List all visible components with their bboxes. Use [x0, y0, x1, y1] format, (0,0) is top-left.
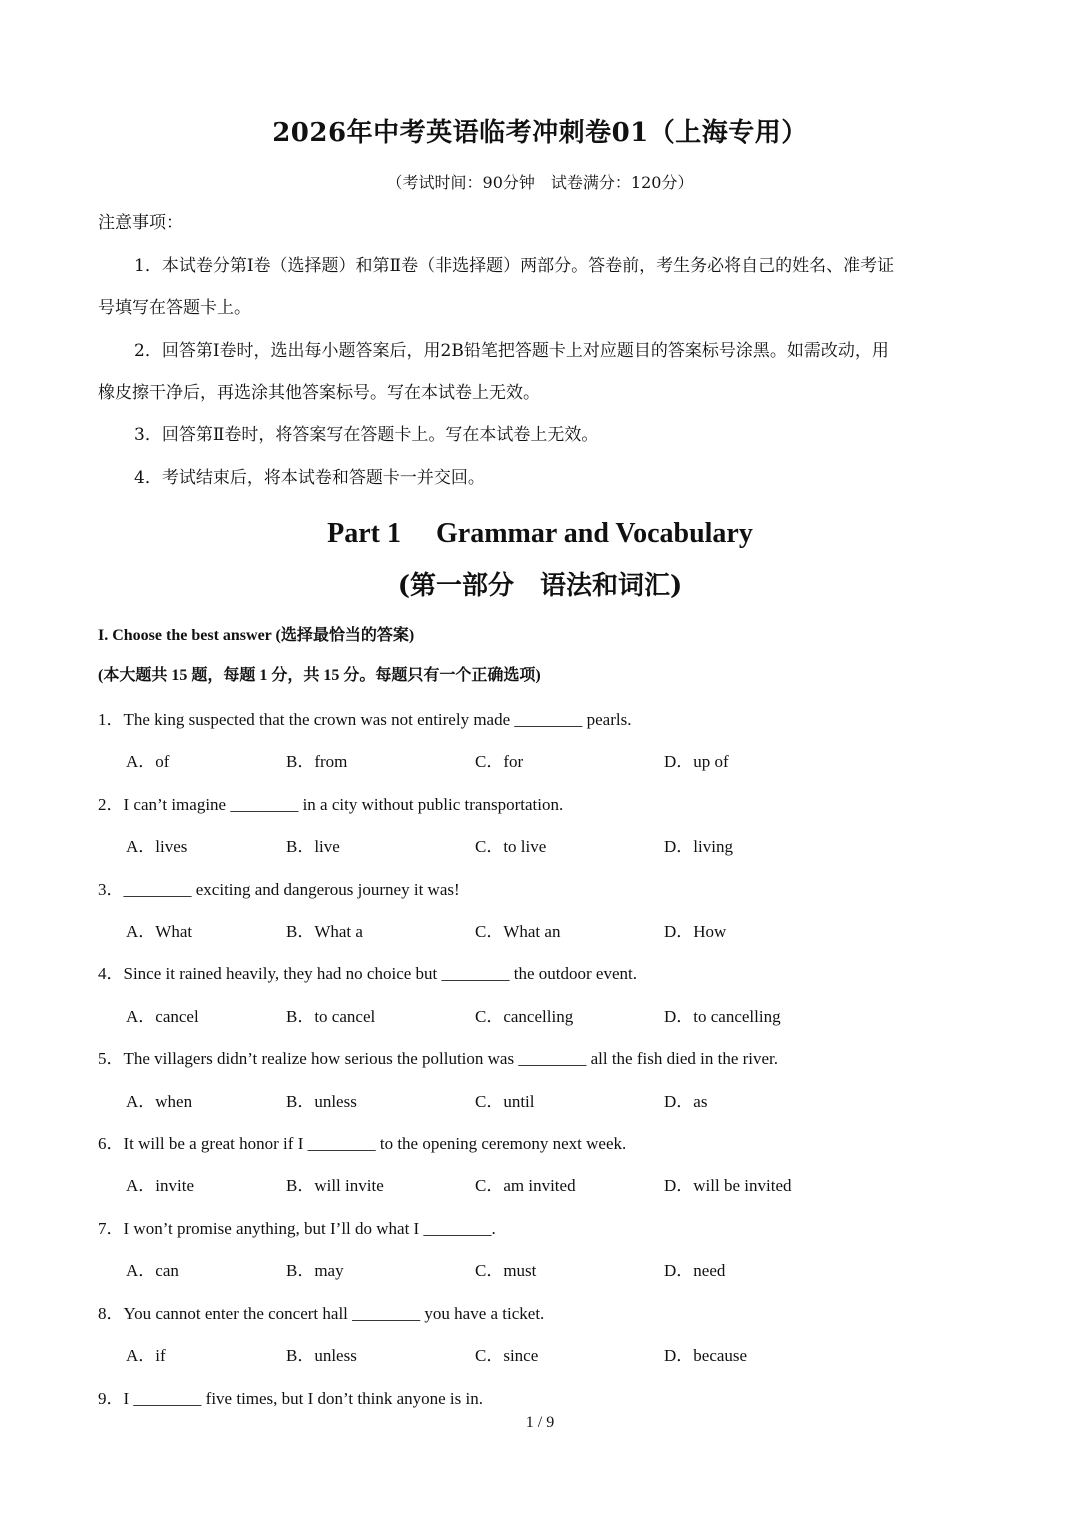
option-d: D．to cancelling [664, 1007, 781, 1026]
option-d: D．How [664, 922, 727, 941]
notice-line-1a: 1．本试卷分第Ⅰ卷（选择题）和第Ⅱ卷（非选择题）两部分。答卷前，考生务必将自己的姓名、准考证 [134, 256, 895, 276]
question-stem: 8．You cannot enter the concert hall ________ you have a ticket. [98, 1304, 545, 1323]
option-a: A．invite [126, 1176, 194, 1195]
notice-heading: 注意事项： [98, 213, 183, 233]
notice-line-2b: 橡皮擦干净后，再选涂其他答案标号。写在本试卷上无效。 [98, 383, 540, 403]
option-c: C．am invited [475, 1176, 576, 1195]
option-c: C．cancelling [475, 1007, 574, 1026]
notice-line-4: 4．考试结束后，将本试卷和答题卡一并交回。 [134, 468, 485, 488]
option-a: A．lives [126, 837, 188, 856]
option-b: B．unless [286, 1092, 357, 1111]
part-subtitle: (第一部分 语法和词汇) [397, 571, 683, 601]
option-d: D．need [664, 1261, 726, 1280]
option-b: B．will invite [286, 1176, 384, 1195]
section-instruction: (本大题共 15 题，每题 1 分，共 15 分。每题只有一个正确选项) [98, 667, 541, 684]
question-stem: 1．The king suspected that the crown was not entirely made ________ pearls. [98, 710, 632, 729]
option-a: A．of [126, 752, 170, 771]
option-d: D．as [664, 1092, 708, 1111]
part-title: Part 1 Grammar and Vocabulary [327, 518, 753, 549]
question-stem: 4．Since it rained heavily, they had no choice but ________ the outdoor event. [98, 964, 637, 983]
notice-line-3: 3．回答第Ⅱ卷时，将答案写在答题卡上。写在本试卷上无效。 [134, 425, 599, 445]
option-a: A．when [126, 1092, 193, 1111]
option-b: B．What a [286, 922, 363, 941]
option-d: D．because [664, 1346, 748, 1365]
option-b: B．to cancel [286, 1007, 376, 1026]
option-c: C．until [475, 1092, 535, 1111]
question-stem: 9．I ________ five times, but I don’t think anyone is in. [98, 1389, 483, 1408]
option-b: B．live [286, 837, 340, 856]
question-stem: 6．It will be a great honor if I ________ to the opening ceremony next week. [98, 1134, 627, 1153]
notice-line-1b: 号填写在答题卡上。 [98, 298, 251, 318]
option-c: C．to live [475, 837, 547, 856]
option-a: A．can [126, 1261, 179, 1280]
question-stem: 3．________ exciting and dangerous journey it was! [98, 880, 460, 899]
option-c: C．for [475, 752, 524, 771]
option-a: A．if [126, 1346, 166, 1365]
question-stem: 2．I can’t imagine ________ in a city without public transportation. [98, 795, 564, 814]
option-c: C．What an [475, 922, 561, 941]
page-number: 1 / 9 [525, 1414, 555, 1431]
option-b: B．may [286, 1261, 344, 1280]
option-b: B．from [286, 752, 348, 771]
option-d: D．living [664, 837, 733, 856]
notice-line-2a: 2．回答第Ⅰ卷时，选出每小题答案后，用2B铅笔把答题卡上对应题目的答案标号涂黑。如需改动，用 [134, 341, 889, 361]
option-c: C．since [475, 1346, 539, 1365]
question-stem: 7．I won’t promise anything, but I’ll do what I ________. [98, 1219, 496, 1238]
option-a: A．What [126, 922, 193, 941]
exam-subtitle: （考试时间：90分钟 试卷满分：120分） [386, 173, 694, 192]
section-heading: I. Choose the best answer (选择最恰当的答案) [98, 627, 415, 644]
option-c: C．must [475, 1261, 537, 1280]
question-stem: 5．The villagers didn’t realize how serious the pollution was ________ all the fish died in the river. [98, 1049, 779, 1068]
option-d: D．up of [664, 752, 729, 771]
option-a: A．cancel [126, 1007, 199, 1026]
exam-title: 2026年中考英语临考冲刺卷01（上海专用） [272, 118, 808, 148]
option-b: B．unless [286, 1346, 357, 1365]
option-d: D．will be invited [664, 1176, 792, 1195]
